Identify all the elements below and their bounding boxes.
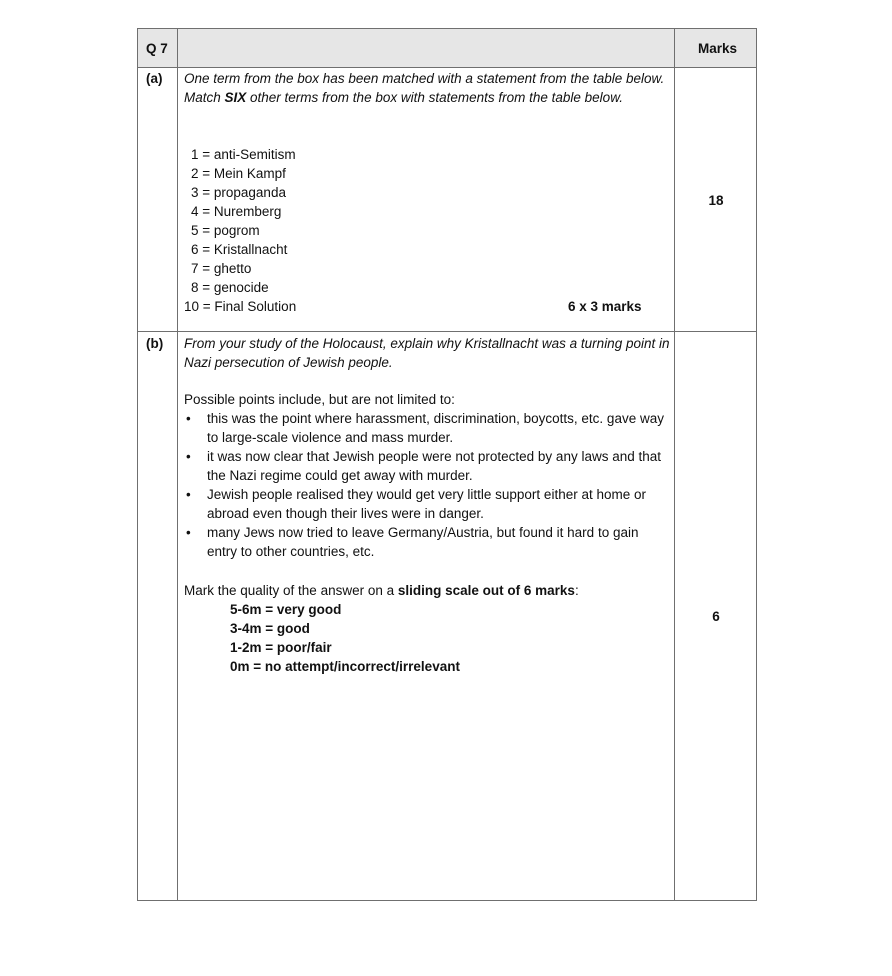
header-row — [138, 29, 756, 67]
bullet-icon: • — [186, 411, 191, 426]
part-a-marks-breakdown: 6 x 3 marks — [568, 299, 642, 314]
column-divider-marks — [674, 29, 675, 900]
part-b-guidance — [184, 390, 672, 561]
part-a-label: (a) — [146, 71, 163, 86]
part-b-label: (b) — [146, 336, 164, 351]
scale-band: 1-2m = poor/fair — [230, 640, 332, 655]
part-b-question: From your study of the Holocaust, explain why Kristallnacht was a turning point in Nazi persecution of Jewish people. — [184, 336, 670, 370]
point-text: Jewish people realised they would get very little support either at home or abroad even though their lives were in danger. — [207, 487, 646, 521]
row-divider-header — [138, 67, 756, 68]
terms-list — [191, 145, 391, 297]
term-item: 8 = genocide — [191, 280, 269, 295]
point-text: this was the point where harassment, discrimination, boycotts, etc. gave way to large-scale violence and mass murder. — [207, 411, 664, 445]
column-divider-label — [177, 29, 178, 900]
quality-text: Mark the quality of the answer on a — [184, 583, 398, 598]
sliding-scale — [184, 600, 672, 676]
part-a-instruction-text-end: other terms from the box with statements from the table below. — [246, 90, 623, 105]
scale-band: 5-6m = very good — [230, 602, 342, 617]
part-a-instruction-emphasis: SIX — [224, 90, 247, 105]
points-list — [184, 409, 672, 561]
part-a-instruction — [184, 69, 672, 107]
point-item — [184, 447, 672, 485]
term-item: 5 = pogrom — [191, 223, 260, 238]
quality-text-end: : — [574, 583, 579, 598]
term-item: 6 = Kristallnacht — [191, 242, 288, 257]
term-item: 7 = ghetto — [191, 261, 252, 276]
term-item: 3 = propaganda — [191, 185, 286, 200]
term-item: 4 = Nuremberg — [191, 204, 282, 219]
scale-band: 0m = no attempt/incorrect/irrelevant — [230, 659, 460, 674]
part-b-marks: 6 — [712, 609, 720, 624]
term-item: 2 = Mein Kampf — [191, 166, 286, 181]
point-item — [184, 409, 672, 447]
bullet-icon: • — [186, 525, 191, 540]
question-number: Q 7 — [146, 41, 168, 56]
point-item — [184, 485, 672, 523]
points-intro: Possible points include, but are not limited to: — [184, 392, 455, 407]
point-text: many Jews now tried to leave Germany/Austria, but found it hard to gain entry to other countries, etc. — [207, 525, 639, 559]
term-item-final-solution: 10 = Final Solution — [184, 299, 297, 314]
quality-instruction — [184, 581, 672, 600]
bullet-icon: • — [186, 449, 191, 464]
term-item: 1 = anti-Semitism — [191, 147, 296, 162]
row-divider-part-a — [138, 331, 756, 332]
part-a-instruction-text: One term from the box has been matched with a statement from the table below. Match — [184, 71, 665, 105]
marks-column-header: Marks — [698, 41, 738, 56]
quality-emphasis: sliding scale out of 6 marks — [397, 583, 575, 598]
part-a-marks: 18 — [708, 193, 724, 208]
scale-band: 3-4m = good — [230, 621, 310, 636]
point-item — [184, 523, 672, 561]
point-text: it was now clear that Jewish people were not protected by any laws and that the Nazi regime could get away with murder. — [207, 449, 662, 483]
mark-scheme-table — [137, 28, 757, 901]
bullet-icon: • — [186, 487, 191, 502]
